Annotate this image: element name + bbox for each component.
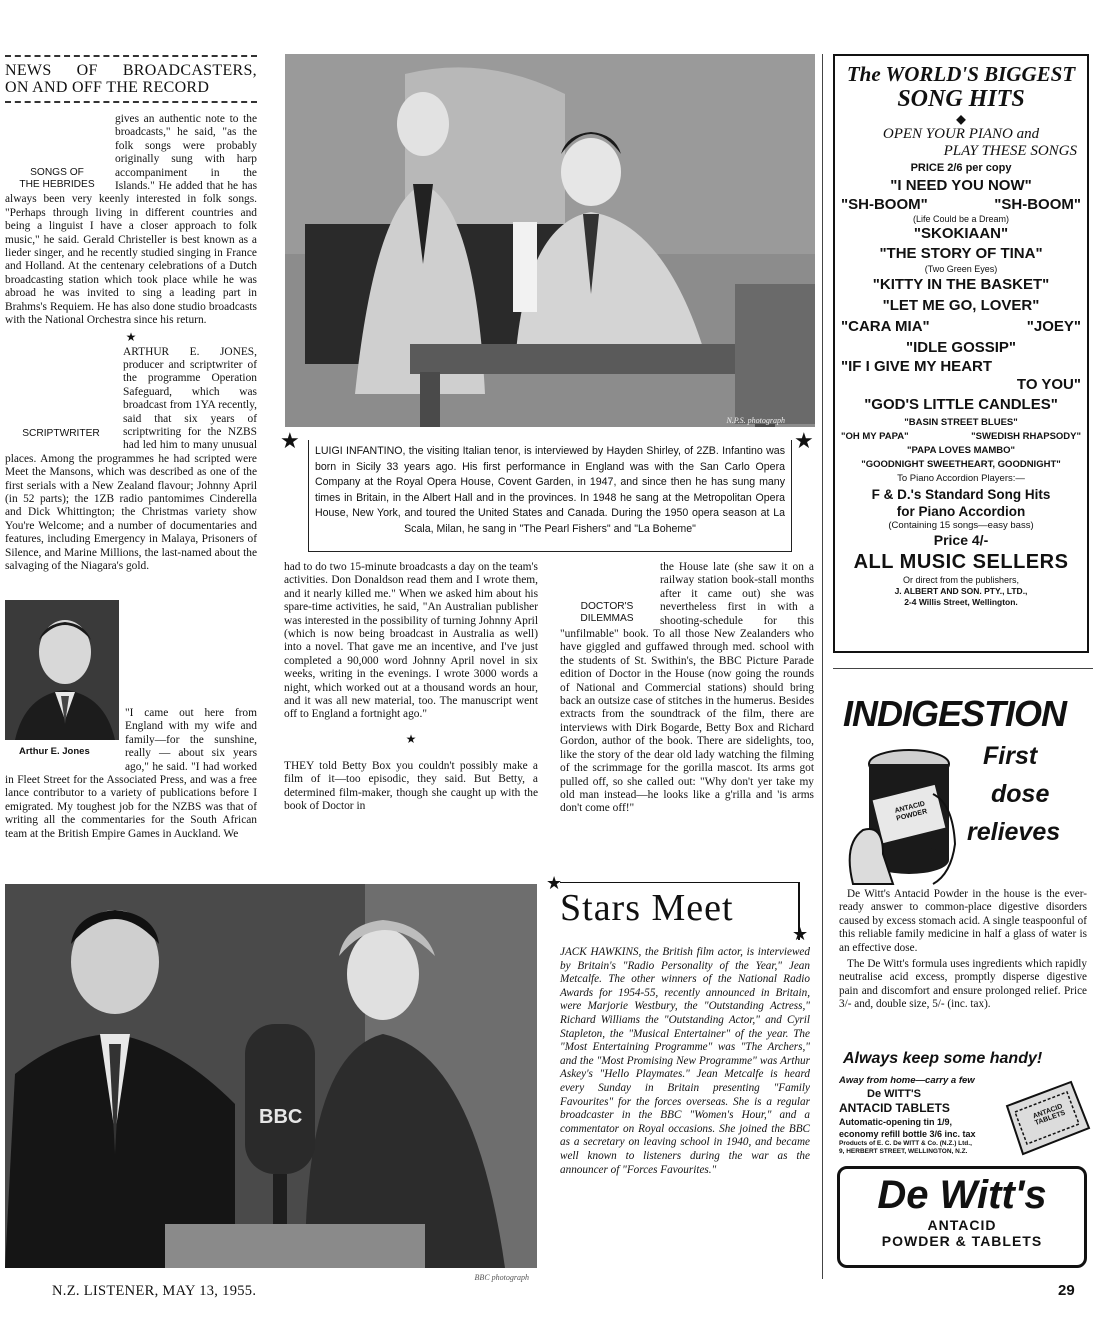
ad-tablets-line: Away from home—carry a few <box>839 1075 975 1086</box>
article-paragraph: had to do two 15-minute broadcasts a day on the team's activities. Don Donaldson read them and I wrote them, and it nearly killed me." When we asked him about his spare-time activities, he said, "An Australian publisher was interested in the possibility of turning Johnny April (which is now being broadcast in Australia as well) into a novel. That gave me an incentive, and I've just completed a 90,000 word Johnny April novel in six weeks, writing in the evenings. I wrote 3000 words a night, which worked out at a thousand words an hour, and it was all new material, too. The manuscript went off to England a fortnight ago." <box>284 561 538 721</box>
tin-label: ANTACID POWDER <box>894 800 928 823</box>
song-hits-ad <box>833 54 1089 653</box>
header-rule-top <box>5 55 257 57</box>
song-title-small: "OH MY PAPA" <box>841 431 909 442</box>
footer-publication: N.Z. LISTENER, MAY 13, 1955. <box>52 1283 257 1299</box>
ad-dose: dose <box>991 780 1050 808</box>
ad-first: First <box>983 742 1038 770</box>
ad-divider <box>833 668 1093 669</box>
star-divider: ★ <box>405 731 417 746</box>
caption-text: LUIGI INFANTINO, the visiting Italian tenor, is interviewed by Hayden Shirley, of 2ZB. Infantino was born in Sicily 33 years ago. His first performance in England was with the San Carlo Opera Company at the Royal Opera House, Covent Garden, in 1947, and since then he has sung many times in Britain, in the Albert Hall and in the provinces. In 1948 he sang at the Metropolitan Opera House, New York, and toured the United States and Canada. During the 1950 opera season at La Scala, Milan, he sang in "The Pearl Fishers" and "La Boheme" <box>315 445 785 535</box>
star-icon: ★ <box>794 428 814 453</box>
antacid-tin-illustration <box>843 734 963 884</box>
song-title-pair <box>841 195 1081 214</box>
bbc-mic-label: BBC <box>259 1106 303 1128</box>
ad-paragraph: De Witt's Antacid Powder in the house is the ever-ready answer to common-place digestive disorders caused by excess stomach acid. A single teaspoonful of this reliable family medicine in half a glass of water is an effective dose. <box>839 888 1087 954</box>
dewitt-logo: De Witt's <box>877 1173 1047 1217</box>
side-heading-line: DOCTOR'S <box>580 601 634 612</box>
ad-tablets-line: Products of E. C. De WITT & Co. (N.Z.) Ltd., <box>839 1140 972 1147</box>
column-3 <box>560 561 814 816</box>
song-title: "SH-BOOM" <box>841 196 928 213</box>
ad-open-line1: OPEN YOUR PIANO and <box>882 126 1040 142</box>
photo-credit: N.P.S. photograph <box>726 416 785 425</box>
ad-tablets-line: economy refill bottle 3/6 inc. tax <box>839 1129 976 1139</box>
infantino-caption <box>308 440 792 552</box>
page-title-line1: NEWS OF BROADCASTERS, <box>5 62 257 79</box>
song-title: "JOEY" <box>1026 318 1081 335</box>
article-paragraph: the House late (she saw it on a railway station book-stall months after it came out) she was nevertheless first in with a shooting-schedule for this "unfilmable" book. To all those New Zealanders who have giggled and guffawed through med. school with the students of St. Swithin's, the BBC Picture Parade edition of Doctor in the House (now going the rounds of National and Commercial stations) should bring back an outsize case of stitches in the humerus. Besides extracts from the soundtrack of the film, there are interviews with Dirk Bogarde, Betty Box and Richard Gordon, author of the book. There are sidelights, too, like the story of the dear old lady watching the filming of the scrimmage for the gorilla mascot. Its arms got pulled off, so she called out: "Why don't yer take my old man instead—he looks like a g'rilla and 'is arms don't come off!" <box>560 561 814 815</box>
ad-standard-hits: for Piano Accordion <box>896 504 1026 519</box>
ad-tablets-line: ANTACID TABLETS <box>839 1101 950 1115</box>
ad-publisher: 2-4 Willis Street, Wellington. <box>904 597 1018 607</box>
star-icon: ★ <box>792 924 809 944</box>
ad-title-line2: SONG HITS <box>897 86 1025 112</box>
stars-meet-body <box>560 946 810 1177</box>
star-divider: ★ <box>125 329 137 344</box>
tin-label: ANTACID TABLETS <box>1032 1103 1067 1128</box>
ad-contains: (Containing 15 songs—easy bass) <box>888 520 1034 531</box>
ad-tablets-line: 9, HERBERT STREET, WELLINGTON, N.Z. <box>839 1148 968 1155</box>
song-title-small: "SWEDISH RHAPSODY" <box>971 431 1081 442</box>
ad-relieves: relieves <box>967 818 1061 846</box>
song-title: "SH-BOOM" <box>994 196 1081 213</box>
portrait-float <box>5 707 125 765</box>
song-title: "GOD'S LITTLE CANDLES" <box>864 396 1058 413</box>
side-heading-scriptwriter <box>5 428 117 440</box>
ad-body <box>839 888 1087 1012</box>
ad-price-accordion: Price 4/- <box>933 532 989 548</box>
song-title: "LET ME GO, LOVER" <box>882 297 1040 314</box>
song-title-small: "PAPA LOVES MAMBO" <box>906 445 1016 456</box>
article-paragraph: gives an authentic note to the broadcasts," he said, "as the folk songs were probably originally sung with harp accompaniment in the Islands." He added that he has always been very keenly interested in folk songs. "Perhaps through living in different countries and being a linguist I have a closer approach to folk music," he said. Gerald Christeller is best known as a lieder singer, and he recently studied singing in France and Holland. At the centenary celebrations of a Dutch broadcasting station which took place while he was abroad he was invited to sing a leading part in Brahms's Requiem. He has also done studio broadcasts with the National Orchestra since his return. <box>5 113 257 327</box>
ad-standard-hits: F & D.'s Standard Song Hits <box>871 487 1051 502</box>
ad-tablets-block <box>839 1075 999 1156</box>
side-heading-line: THE HEBRIDES <box>19 179 95 190</box>
side-heading-line: SCRIPTWRITER <box>22 427 100 439</box>
side-heading-hebrides <box>5 167 109 191</box>
song-title: TO YOU" <box>1016 376 1081 393</box>
column-1-top <box>5 113 257 573</box>
diamond-icon: ◆ <box>956 112 966 126</box>
stars-meet-title-box <box>560 882 800 940</box>
ad-title-line1: The WORLD'S BIGGEST <box>846 62 1076 86</box>
header-rule-bottom <box>5 101 257 103</box>
ad-headline: INDIGESTION <box>843 693 1067 734</box>
song-subtitle: (Two Green Eyes) <box>924 264 998 274</box>
song-title-small: "GOODNIGHT SWEETHEART, GOODNIGHT" <box>861 459 1061 470</box>
page-number: 29 <box>1058 1282 1075 1299</box>
song-subtitle: (Life Could be a Dream) <box>912 214 1010 224</box>
star-icon: ★ <box>546 873 563 893</box>
song-title: "KITTY IN THE BASKET" <box>872 276 1050 293</box>
logo-sub: POWDER & TABLETS <box>881 1233 1043 1249</box>
ad-paragraph: The De Witt's formula uses ingredients which rapidly neutralise acid excess, promptly disperse digestive pain and discomfort and ensure prolonged relief. Price 3/- and, double size, 5/- (inc. tax). <box>839 958 1087 1011</box>
ad-tablets-line: De WITT'S <box>867 1088 921 1100</box>
song-title-pair <box>841 316 1081 337</box>
portrait-caption: Arthur E. Jones <box>19 746 90 757</box>
infantino-illustration <box>285 54 815 427</box>
infantino-photo <box>285 54 815 427</box>
photo-credit: BBC photograph <box>474 1273 529 1282</box>
song-title: "CARA MIA" <box>841 318 930 335</box>
column-1-bottom <box>5 707 257 841</box>
hawkins-photo <box>5 884 537 1282</box>
song-title: "THE STORY OF TINA" <box>879 245 1043 262</box>
side-heading-line: DILEMMAS <box>580 613 634 624</box>
song-title: "I NEED YOU NOW" <box>890 177 1032 194</box>
ad-tablets-line: Automatic-opening tin 1/9, <box>839 1117 953 1127</box>
song-title-small: "BASIN STREET BLUES" <box>904 417 1018 428</box>
article-paragraph: THEY told Betty Box you couldn't possibly make a film of it—too episodic, they said. But Betty, a determined film-maker, though she caught up with the book of Doctor in <box>284 759 538 813</box>
ad-sellers: ALL MUSIC SELLERS <box>853 551 1069 573</box>
star-icon: ★ <box>280 428 300 453</box>
logo-sub: ANTACID <box>927 1217 997 1233</box>
ad-slogan: Always keep some handy! <box>843 1050 1043 1067</box>
article-paragraph: JACK HAWKINS, the British film actor, is interviewed by Britain's "Radio Personality of the Year," Jean Metcalfe. The other winners of the National Radio Awards for 1954-55, recently announced in Britain, were Marjorie Westbury, the "Outstanding Actress," Richard Williams the "Outstanding Actor," and Cyril Stapleton, the "Musical Entertainer" of the year. The "Most Entertaining Programme" was "The Archers," and the "Most Promising New Programme" was Arthur Askey's "Hello Playmates." Jean Metcalfe is heard every Sunday in Britain presenting "Family Favourites" for the forces overseas. She is a regular broadcaster in the BBC "Women's Hour," and a commentator on Royal occasions. She joined the BBC as a secretary on leaving school in 1940, and became well known to listeners during the war as the announcer of "Forces Favourites." <box>560 946 810 1176</box>
song-title: "IF I GIVE MY HEART <box>841 358 993 375</box>
song-title: "SKOKIAAN" <box>913 225 1009 242</box>
side-heading-doctors <box>560 601 654 625</box>
ad-direct: Or direct from the publishers, <box>902 575 1020 585</box>
song-title-pair-small <box>841 430 1081 444</box>
ad-accordion-note: To Piano Accordion Players:— <box>897 473 1025 484</box>
article-paragraph: ARTHUR E. JONES, producer and scriptwriter of the programme Operation Safeguard, which was broadcast from 1YA recently, said that six years of scriptwriting for the NZBS had led him to many unusual places. Among the programmes he had scripted were Meet the Mansons, which was described as one of the first serials with a New Zealand flavour; Johnny April (in 52 parts); the 1ZB radio pantomimes Cinderella and Dick Whittington; the Christmas variety show You're Welcome; and a number of documentaries and features, including Emergency in Malaya, Prisoners of Silence, and Marine Millions, the last-named about the salvaging of the Niagara's gold. <box>5 345 257 572</box>
stars-meet-title: Stars Meet <box>560 887 734 929</box>
page-title <box>5 62 257 96</box>
hawkins-illustration <box>5 884 537 1268</box>
ad-publisher: J. ALBERT AND SON. PTY., LTD., <box>894 586 1028 596</box>
dewitt-logo-box <box>837 1166 1087 1268</box>
column-2 <box>284 561 538 814</box>
column-rule <box>822 54 823 1279</box>
side-heading-line: SONGS OF <box>30 167 84 178</box>
ad-open-line2: PLAY THESE SONGS <box>943 143 1077 159</box>
ad-price: PRICE 2/6 per copy <box>910 162 1012 174</box>
song-title: "IDLE GOSSIP" <box>905 339 1017 356</box>
dewitt-ad <box>833 676 1093 1278</box>
article-paragraph: "I came out here from England with my wife and family—for the sunshine, really — about six years ago," he said. "I had worked in Fleet Street for the Associated Press, and was a free lance contributor to a variety of publications before I emigrated. My toughest job for the NZBS was that of writing all the commentaries for the South African team at the British Empire Games in Auckland. We <box>5 707 257 840</box>
tablets-tin-illustration <box>1001 1078 1091 1162</box>
page-title-line2: ON AND OFF THE RECORD <box>5 79 210 96</box>
